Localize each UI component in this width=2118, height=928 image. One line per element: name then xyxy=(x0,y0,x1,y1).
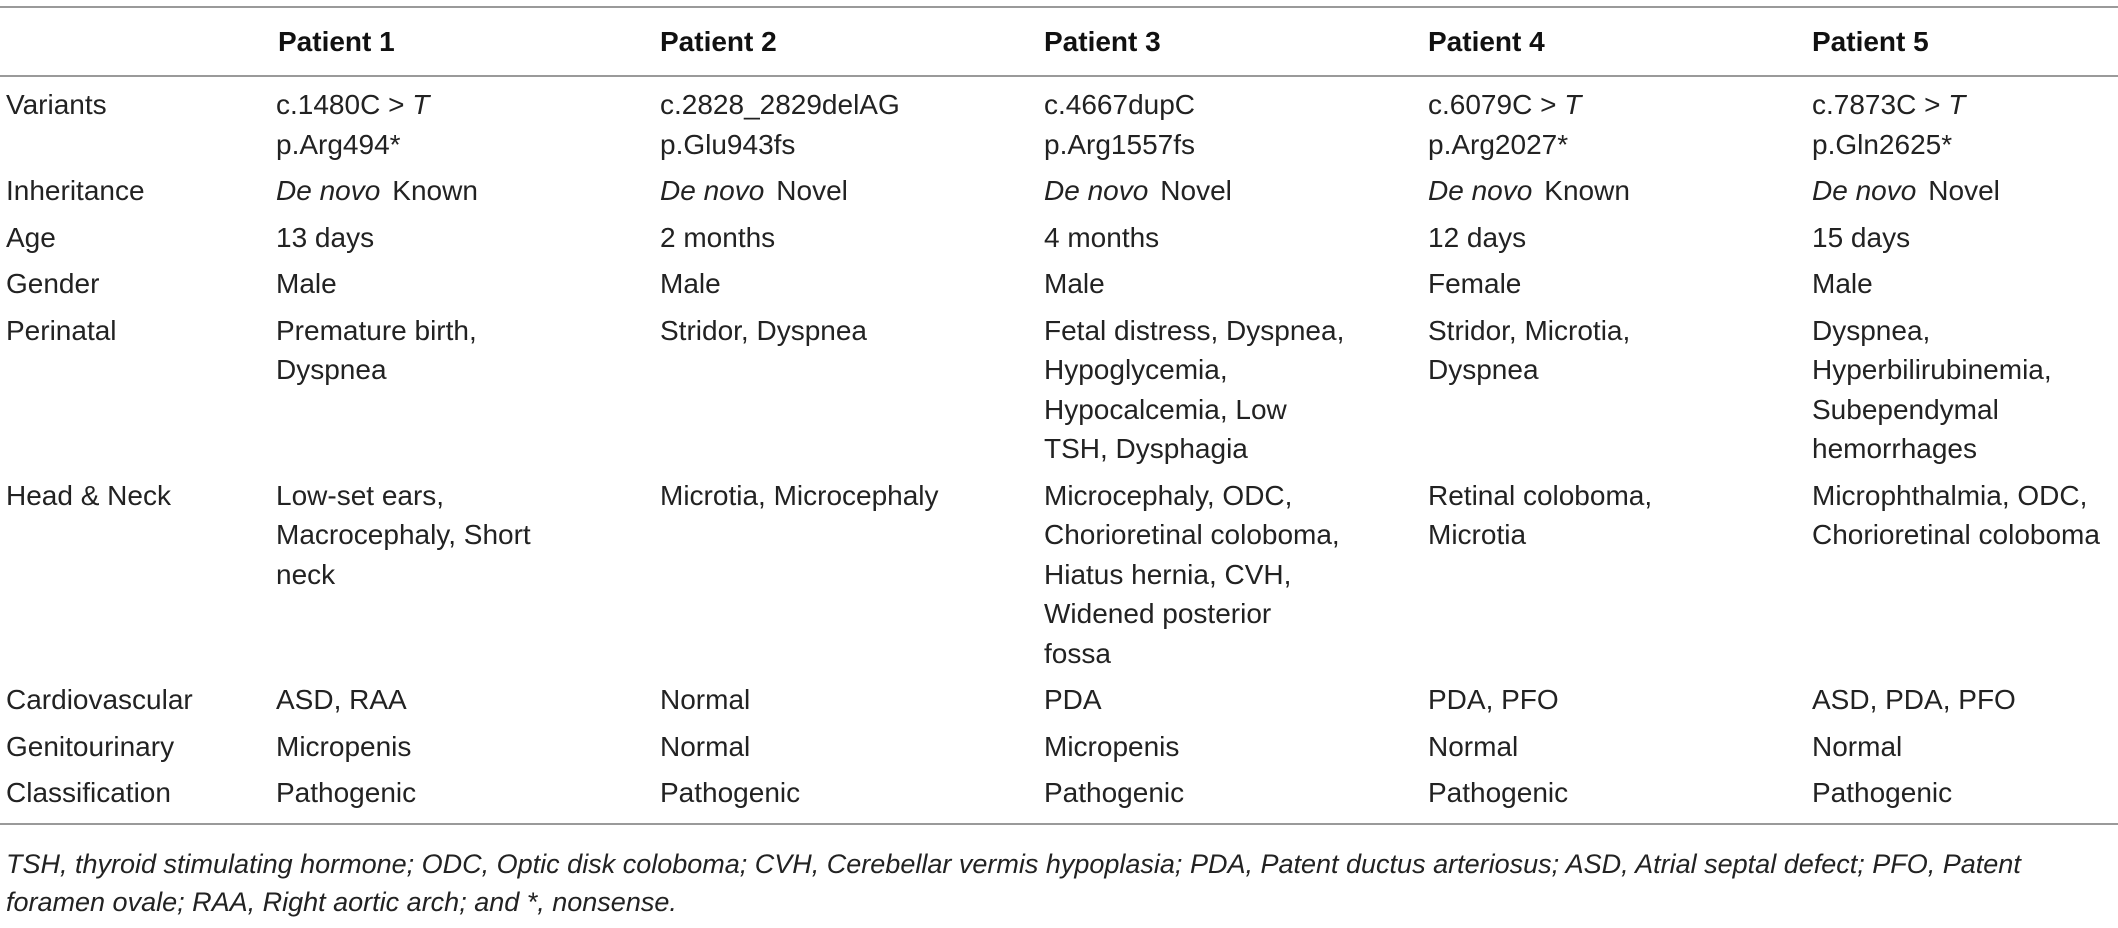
cdna-prefix: c.7873C xyxy=(1812,89,1917,120)
genitourinary-patient-4: Normal xyxy=(1428,730,1519,762)
cell-line: Hyperbilirubinemia, xyxy=(1812,354,2052,385)
cell-line: Stridor, Dyspnea xyxy=(660,314,867,346)
age-patient-5: 15 days xyxy=(1812,221,1911,253)
row-label-classification: Classification xyxy=(6,777,171,808)
protein-change: p.Arg494* xyxy=(276,128,401,160)
protein-change: p.Gln2625* xyxy=(1812,128,1953,160)
cell-line: Microtia xyxy=(1428,519,1527,550)
row-head-neck xyxy=(0,469,2118,674)
genitourinary-patient-3: Micropenis xyxy=(1044,730,1180,762)
perinatal-patient-5 xyxy=(1800,304,2118,469)
header-patient-3: Patient 3 xyxy=(1044,25,1161,57)
cardiovascular-patient-1: ASD, RAA xyxy=(276,684,407,715)
cell-line: Dyspnea, xyxy=(1812,314,1931,346)
inheritance-patient-4 xyxy=(1416,164,1800,211)
cell-line: Low-set ears, xyxy=(276,479,445,511)
cell-line: Macrocephaly, Short xyxy=(276,519,531,550)
classification-patient-5: Pathogenic xyxy=(1812,777,1953,808)
head-neck-patient-1 xyxy=(264,469,648,674)
row-label-age: Age xyxy=(6,221,56,253)
cell-line: fossa xyxy=(1044,637,1111,669)
gender-patient-1: Male xyxy=(276,268,337,299)
age-patient-3: 4 months xyxy=(1044,221,1160,253)
row-perinatal xyxy=(0,304,2118,469)
row-label-gender: Gender xyxy=(6,268,100,299)
inheritance-mode: De novo xyxy=(276,175,381,206)
cardiovascular-patient-2: Normal xyxy=(660,684,751,715)
row-label-head-neck: Head & Neck xyxy=(6,479,171,511)
cell-line: Chorioretinal coloboma xyxy=(1812,519,2100,550)
head-neck-patient-2 xyxy=(648,469,1032,674)
cdna-gt: > xyxy=(1532,89,1565,120)
cell-line: Microphthalmia, ODC, xyxy=(1812,479,2088,511)
cell-line: hemorrhages xyxy=(1812,433,1977,464)
inheritance-status: Novel xyxy=(1928,175,2000,206)
variants-patient-2 xyxy=(648,76,1032,164)
cdna-prefix: c.6079C xyxy=(1428,89,1533,120)
protein-change: p.Arg2027* xyxy=(1428,128,1569,160)
perinatal-patient-2 xyxy=(648,304,1032,469)
head-neck-patient-4 xyxy=(1416,469,1800,674)
row-gender xyxy=(0,257,2118,304)
cell-line: Dyspnea xyxy=(1428,354,1539,385)
cell-line: Premature birth, xyxy=(276,314,477,346)
row-label-genitourinary: Genitourinary xyxy=(6,730,175,762)
age-patient-4: 12 days xyxy=(1428,221,1527,253)
cdna-change: c.4667dupC xyxy=(1044,89,1196,120)
variants-patient-4 xyxy=(1416,76,1800,164)
gender-patient-2: Male xyxy=(660,268,721,299)
row-age xyxy=(0,211,2118,258)
cdna-prefix: c.1480C xyxy=(276,89,381,120)
cdna-gt: > xyxy=(380,89,413,120)
cdna-t: T xyxy=(1564,89,1582,120)
cdna-change: c.2828_2829delAG xyxy=(660,89,900,120)
gender-patient-3: Male xyxy=(1044,268,1105,299)
row-variants xyxy=(0,76,2118,164)
header-patient-2: Patient 2 xyxy=(660,25,777,57)
inheritance-mode: De novo xyxy=(660,175,765,206)
cell-line: Dyspnea xyxy=(276,354,387,385)
row-cardiovascular xyxy=(0,673,2118,720)
cell-line: Widened posterior xyxy=(1044,598,1272,629)
inheritance-status: Novel xyxy=(1160,175,1232,206)
row-genitourinary xyxy=(0,720,2118,767)
header-empty xyxy=(0,7,264,76)
footnote-line-1: TSH, thyroid stimulating hormone; ODC, Optic disk coloboma; CVH, Cerebellar vermis hypoplasia; PDA, Patent ductus arteriosus; ASD, Atrial septal defect; PFO, Patent xyxy=(6,849,2021,879)
classification-patient-4: Pathogenic xyxy=(1428,777,1569,808)
variants-patient-1 xyxy=(264,76,648,164)
variants-patient-3 xyxy=(1032,76,1416,164)
inheritance-patient-3 xyxy=(1032,164,1416,211)
cell-line: Microcephaly, ODC, xyxy=(1044,479,1293,511)
cardiovascular-patient-5: ASD, PDA, PFO xyxy=(1812,684,2016,715)
age-patient-2: 2 months xyxy=(660,221,776,253)
cell-line: Stridor, Microtia, xyxy=(1428,314,1631,346)
cell-line: neck xyxy=(276,558,336,590)
inheritance-mode: De novo xyxy=(1812,175,1917,206)
classification-patient-1: Pathogenic xyxy=(276,777,417,808)
inheritance-patient-1 xyxy=(264,164,648,211)
variants-patient-5 xyxy=(1800,76,2118,164)
footnote-line-2: foramen ovale; RAA, Right aortic arch; and *, nonsense. xyxy=(6,887,677,917)
protein-change: p.Glu943fs xyxy=(660,128,796,160)
genitourinary-patient-2: Normal xyxy=(660,730,751,762)
cdna-t: T xyxy=(1948,89,1966,120)
header-patient-1: Patient 1 xyxy=(278,25,395,57)
header-row xyxy=(0,7,2118,76)
cdna-t: T xyxy=(412,89,430,120)
classification-patient-2: Pathogenic xyxy=(660,777,801,808)
cell-line: Retinal coloboma, xyxy=(1428,479,1653,511)
perinatal-patient-1 xyxy=(264,304,648,469)
inheritance-status: Known xyxy=(1544,175,1630,206)
header-patient-5: Patient 5 xyxy=(1812,25,1929,57)
row-label-inheritance: Inheritance xyxy=(6,175,145,206)
age-patient-1: 13 days xyxy=(276,221,375,253)
cdna-gt: > xyxy=(1916,89,1949,120)
genitourinary-patient-1: Micropenis xyxy=(276,730,412,762)
cardiovascular-patient-4: PDA, PFO xyxy=(1428,684,1559,715)
protein-change: p.Arg1557fs xyxy=(1044,128,1195,160)
cardiovascular-patient-3: PDA xyxy=(1044,684,1102,715)
perinatal-patient-4 xyxy=(1416,304,1800,469)
cell-line: Hiatus hernia, CVH, xyxy=(1044,558,1292,590)
cell-line: Fetal distress, Dyspnea, xyxy=(1044,314,1345,346)
cell-line: TSH, Dysphagia xyxy=(1044,433,1248,464)
head-neck-patient-3 xyxy=(1032,469,1416,674)
inheritance-status: Known xyxy=(392,175,478,206)
cell-line: Hypoglycemia, xyxy=(1044,354,1228,385)
classification-patient-3: Pathogenic xyxy=(1044,777,1185,808)
row-label-perinatal: Perinatal xyxy=(6,314,117,346)
cell-line: Chorioretinal coloboma, xyxy=(1044,519,1340,550)
table-footnote xyxy=(6,845,2112,921)
cell-line: Subependymal xyxy=(1812,393,1999,425)
perinatal-patient-3 xyxy=(1032,304,1416,469)
inheritance-patient-5 xyxy=(1800,164,2118,211)
gender-patient-5: Male xyxy=(1812,268,1873,299)
patient-table xyxy=(0,6,2118,825)
row-classification xyxy=(0,766,2118,824)
row-label-cardiovascular: Cardiovascular xyxy=(6,684,193,715)
row-inheritance xyxy=(0,164,2118,211)
inheritance-patient-2 xyxy=(648,164,1032,211)
cell-line: Microtia, Microcephaly xyxy=(660,479,939,511)
inheritance-mode: De novo xyxy=(1044,175,1149,206)
header-patient-4: Patient 4 xyxy=(1428,25,1545,57)
row-label-variants: Variants xyxy=(6,89,107,120)
inheritance-status: Novel xyxy=(776,175,848,206)
head-neck-patient-5 xyxy=(1800,469,2118,674)
cell-line: Hypocalcemia, Low xyxy=(1044,393,1287,425)
inheritance-mode: De novo xyxy=(1428,175,1533,206)
gender-patient-4: Female xyxy=(1428,268,1522,299)
genitourinary-patient-5: Normal xyxy=(1812,730,1903,762)
